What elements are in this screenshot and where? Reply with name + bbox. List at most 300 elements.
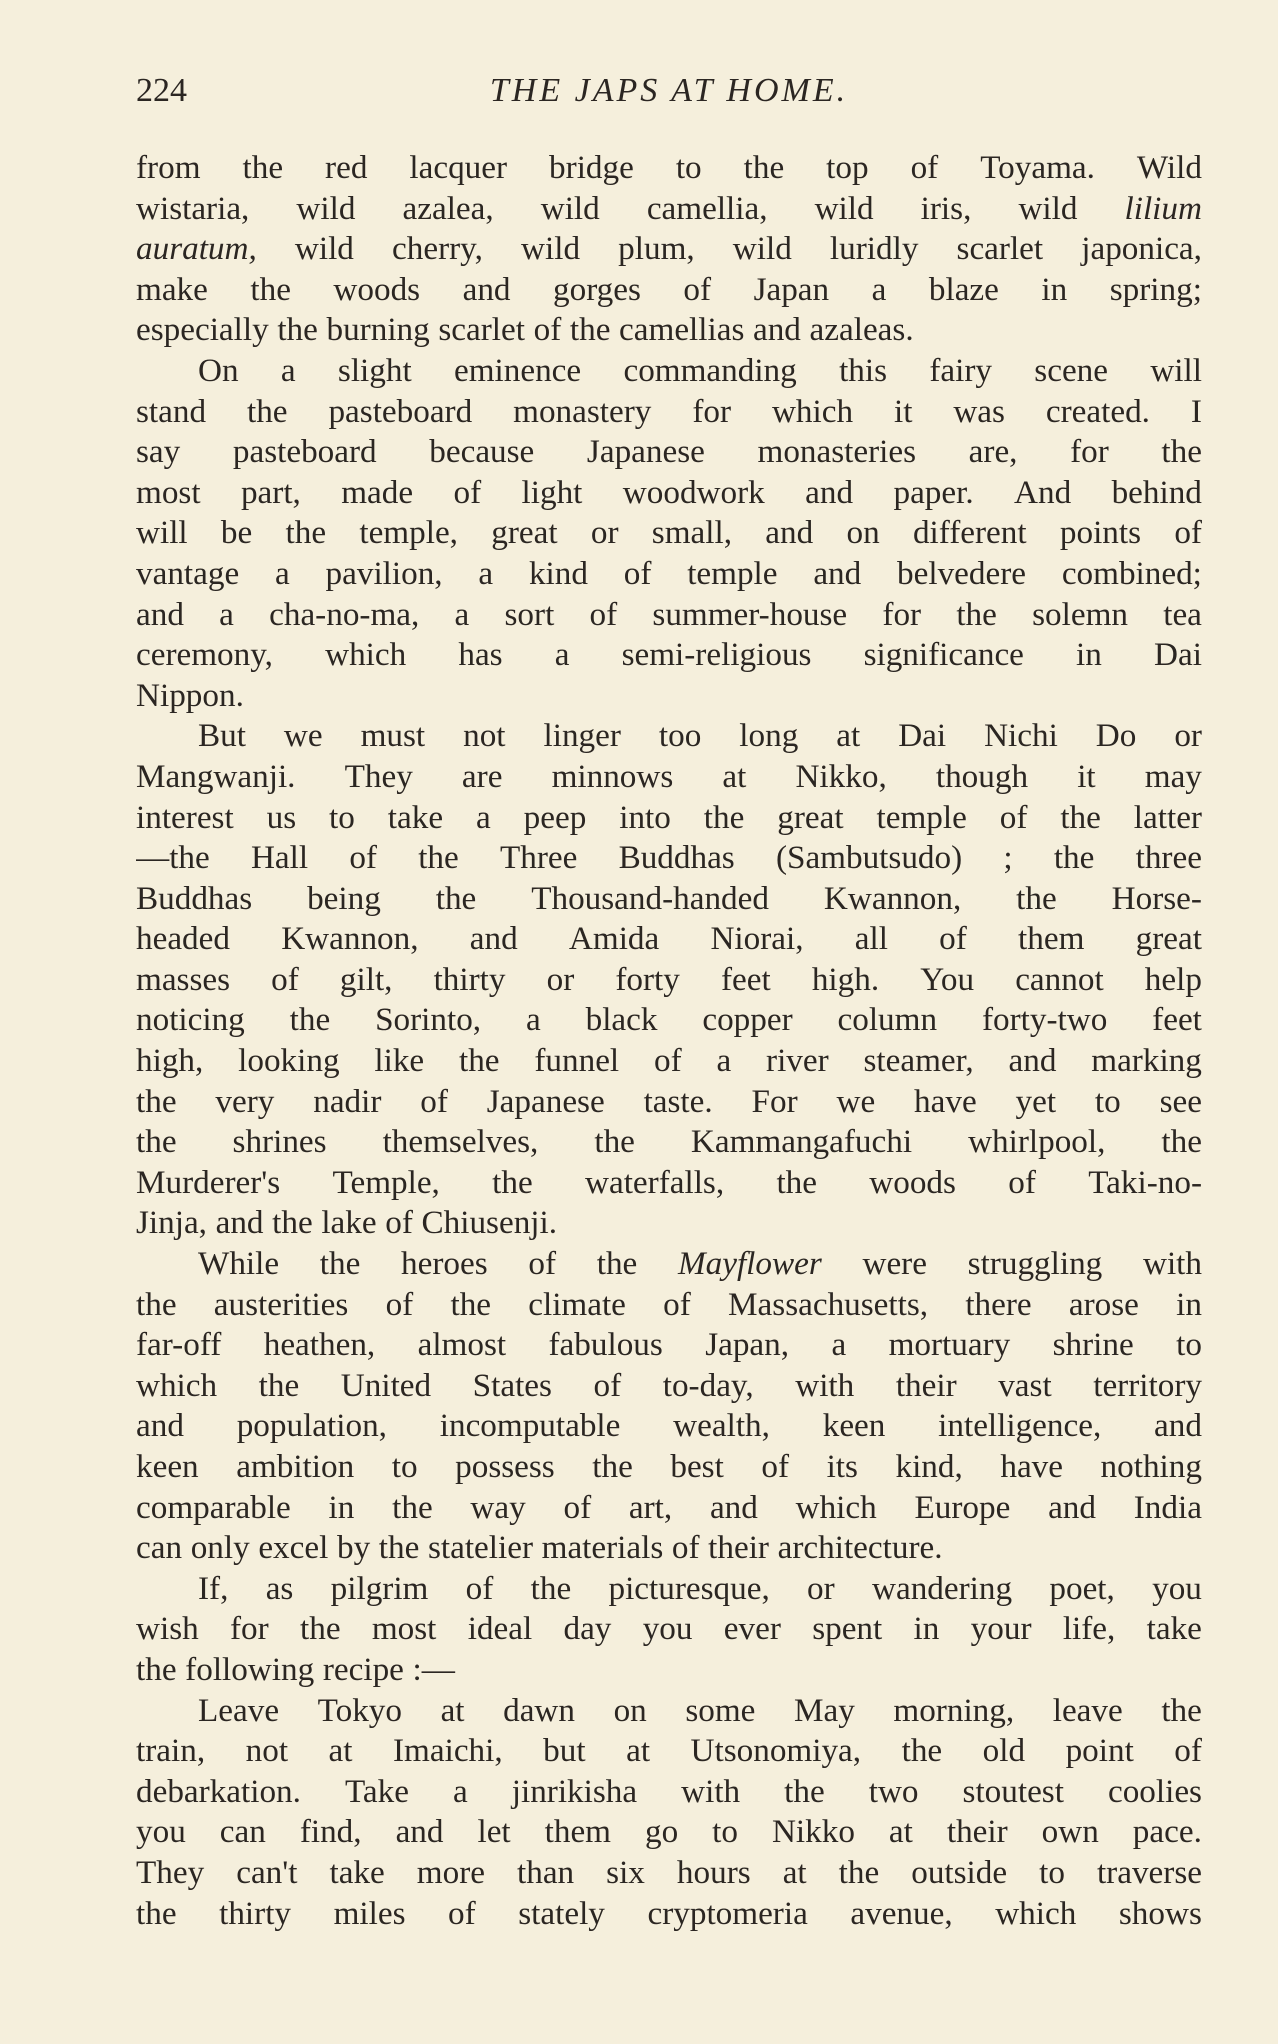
word: in	[328, 1488, 355, 1526]
word: scarlet	[438, 311, 525, 349]
word: the	[435, 879, 477, 917]
word: the	[784, 1772, 825, 1810]
word: headed	[136, 920, 230, 958]
word: the	[594, 1123, 635, 1161]
word: marking	[1091, 1042, 1202, 1080]
word: Japan	[753, 270, 830, 308]
text-line	[136, 473, 1202, 514]
word: point	[1065, 1732, 1134, 1770]
word: with	[795, 1366, 855, 1404]
word: your	[970, 1610, 1032, 1648]
word: woods	[333, 270, 421, 308]
word: make	[136, 270, 208, 308]
word: into	[619, 798, 671, 836]
word: linger	[543, 717, 621, 755]
text-line	[136, 879, 1202, 920]
word: and	[136, 595, 184, 633]
word: of	[385, 1204, 413, 1242]
word: cannot	[1015, 960, 1104, 998]
word: wild	[296, 189, 356, 227]
text-line	[136, 1406, 1202, 1447]
word: Niorai,	[710, 920, 804, 958]
word: traverse	[1096, 1853, 1202, 1891]
word: the	[285, 514, 327, 552]
word: ambition	[236, 1448, 355, 1485]
word: nadir	[313, 1082, 382, 1120]
word: tea	[1163, 595, 1202, 633]
word: and	[1154, 1407, 1202, 1445]
word: a	[831, 1326, 847, 1364]
word: only	[190, 1529, 250, 1567]
word: steamer,	[863, 1042, 974, 1080]
word: for	[882, 595, 922, 633]
word: to	[391, 1448, 418, 1485]
text-line	[136, 1772, 1202, 1813]
word: Wild	[1136, 149, 1202, 186]
word: the	[838, 1853, 880, 1891]
word: of	[528, 1245, 557, 1283]
word: like	[374, 1042, 425, 1080]
word: statelier	[427, 1529, 533, 1567]
word: in	[1076, 636, 1102, 674]
word: Toyama.	[980, 149, 1095, 186]
word: picturesque,	[608, 1569, 770, 1607]
word: Massachusetts,	[728, 1285, 929, 1323]
word: —the	[136, 839, 210, 877]
word: pasteboard	[328, 392, 473, 430]
word: architecture.	[777, 1529, 943, 1567]
word: not	[463, 717, 506, 755]
text-line	[136, 189, 1202, 230]
word: Thousand-handed	[531, 879, 769, 917]
word: them	[1018, 920, 1085, 958]
word: to	[1176, 1326, 1202, 1364]
word: vantage	[136, 554, 240, 592]
word: the	[418, 839, 459, 877]
word: Kwannon,	[823, 879, 962, 917]
text-line	[136, 1122, 1202, 1163]
text-line	[136, 1731, 1202, 1772]
word: dawn	[503, 1691, 575, 1729]
text-line	[136, 1447, 1202, 1488]
word: outside	[911, 1853, 1008, 1891]
word: points	[1059, 514, 1142, 552]
word: which	[325, 636, 407, 674]
word: art,	[628, 1488, 673, 1526]
word: semi-religious	[621, 636, 812, 674]
word: the	[136, 1285, 177, 1323]
word: its	[826, 1448, 858, 1485]
word: the	[1060, 798, 1101, 836]
word: it	[893, 392, 913, 430]
word: black	[585, 1001, 658, 1039]
page-number: 224	[136, 72, 187, 109]
word: arose	[1068, 1285, 1139, 1323]
word: and	[1008, 1042, 1057, 1080]
word: nothing	[1100, 1448, 1202, 1485]
word: ;	[1003, 839, 1013, 877]
word: it	[1077, 757, 1096, 795]
word: of	[939, 920, 967, 958]
word: climate	[528, 1285, 626, 1323]
word: forty-two	[981, 1001, 1108, 1039]
word: woodwork	[622, 473, 765, 511]
word: lacquer	[409, 149, 508, 186]
word: temple	[876, 798, 967, 836]
word: Three	[499, 839, 578, 877]
text-line	[136, 1041, 1202, 1082]
word: Japanese	[486, 1082, 605, 1120]
word: high.	[811, 960, 880, 998]
word: and	[395, 1813, 444, 1851]
text-line	[136, 757, 1202, 798]
word: very	[215, 1082, 275, 1120]
word: at	[782, 1853, 807, 1891]
word: wild	[732, 230, 792, 268]
word: iris,	[920, 189, 972, 227]
word: of	[533, 311, 562, 349]
word: Dai	[1154, 636, 1202, 674]
word: help	[1144, 960, 1202, 998]
word: a	[453, 1772, 468, 1810]
word: On	[198, 351, 239, 389]
word: territory	[1093, 1366, 1202, 1404]
word: let	[477, 1813, 511, 1851]
word: which	[771, 392, 854, 430]
word: ceremony,	[136, 636, 273, 674]
word: shrine	[1052, 1326, 1134, 1364]
running-title: THE JAPS AT HOME.	[489, 72, 849, 109]
word: which	[995, 1894, 1077, 1932]
word: you	[136, 1813, 186, 1851]
word: you	[642, 1610, 693, 1648]
word: keen	[822, 1407, 886, 1445]
word: copper	[702, 1001, 793, 1039]
word: the	[136, 1650, 177, 1688]
word: fairy	[929, 351, 992, 389]
word: Amida	[568, 920, 660, 958]
word: the	[596, 1245, 638, 1283]
word: can	[219, 1813, 266, 1851]
word: the	[289, 1001, 331, 1039]
text-line	[136, 1650, 1202, 1691]
text-line	[136, 513, 1202, 554]
word: you	[1152, 1569, 1202, 1607]
word: different	[912, 514, 1027, 552]
word: cryptomeria	[647, 1894, 808, 1932]
word: best	[670, 1448, 724, 1485]
word: long	[739, 717, 799, 755]
word: Nippon.	[136, 676, 244, 714]
text-line	[136, 960, 1202, 1001]
text-line	[136, 1000, 1202, 1041]
word: Do	[1095, 717, 1137, 755]
word: to	[712, 1813, 738, 1851]
word: six	[606, 1853, 645, 1891]
word: two	[868, 1772, 919, 1810]
word: light	[521, 473, 583, 511]
word: thirty	[433, 960, 506, 998]
word: high,	[136, 1042, 204, 1080]
word: wild	[814, 189, 874, 227]
text-line	[136, 229, 1202, 270]
word: the	[246, 392, 288, 430]
word: leave	[1052, 1691, 1123, 1729]
word: of	[589, 595, 618, 633]
word: the	[1161, 1691, 1202, 1729]
word: the	[530, 1569, 572, 1607]
text-line	[136, 1528, 1202, 1569]
word: say	[136, 433, 181, 471]
word: though	[935, 757, 1029, 795]
word: auratum,	[136, 230, 257, 268]
word: some	[685, 1691, 756, 1729]
word: Japan,	[705, 1326, 790, 1364]
word: of	[683, 270, 712, 308]
word: You	[920, 960, 975, 998]
word: Buddhas	[618, 839, 735, 877]
word: Japanese	[586, 433, 705, 471]
word: following	[185, 1650, 315, 1688]
word: being	[307, 879, 381, 917]
word: by	[336, 1529, 371, 1567]
word: recipe	[322, 1650, 404, 1688]
word: the	[250, 270, 291, 308]
word: blaze	[928, 270, 999, 308]
word: a	[716, 1042, 732, 1080]
word: which	[136, 1366, 218, 1404]
word: States	[472, 1366, 552, 1404]
word: bridge	[549, 149, 634, 186]
word: in	[913, 1610, 940, 1648]
word: of	[271, 960, 299, 998]
word: because	[429, 433, 535, 471]
word: too	[658, 717, 702, 755]
word: And	[1014, 473, 1072, 511]
word: were	[862, 1245, 927, 1283]
word: combined;	[1061, 554, 1202, 592]
word: Hall	[250, 839, 309, 877]
word: to	[1039, 1853, 1065, 1891]
word: waterfalls,	[585, 1163, 725, 1201]
text-line	[136, 1853, 1202, 1894]
word: India	[1133, 1488, 1202, 1526]
word: monastery	[513, 392, 652, 430]
word: themselves,	[382, 1123, 539, 1161]
word: kind	[528, 554, 588, 592]
word: peep	[523, 798, 587, 836]
word: avenue,	[850, 1894, 953, 1932]
word: azaleas.	[809, 311, 914, 349]
word: of	[453, 473, 482, 511]
word: to-day,	[662, 1366, 754, 1404]
word: the	[956, 595, 997, 633]
word: pilgrim	[330, 1569, 429, 1607]
word: can't	[236, 1853, 298, 1891]
word: to	[675, 149, 702, 186]
word: the	[1016, 879, 1057, 917]
word: of	[653, 1042, 682, 1080]
word: of	[465, 1569, 494, 1607]
word: the	[136, 1894, 177, 1932]
word: own	[1041, 1813, 1099, 1851]
word: we	[836, 1082, 876, 1120]
word: Sorinto,	[375, 1001, 482, 1039]
word: the	[258, 1366, 300, 1404]
word: noticing	[136, 1001, 245, 1039]
word: created.	[1045, 392, 1150, 430]
word: mortuary	[888, 1326, 1011, 1364]
word: have	[914, 1082, 977, 1120]
word: the	[776, 1163, 817, 1201]
word: spent	[812, 1610, 883, 1648]
word: wild	[1018, 189, 1078, 227]
word: belvedere	[897, 554, 1027, 592]
word: Europe	[914, 1488, 1011, 1526]
word: keen	[136, 1448, 199, 1485]
word: incomputable	[439, 1407, 621, 1445]
word: the	[272, 1204, 313, 1242]
word: Kwannon,	[281, 920, 419, 958]
word: pace.	[1132, 1813, 1202, 1851]
word: way	[470, 1488, 526, 1526]
word: Jinja,	[136, 1204, 207, 1242]
word: If,	[198, 1569, 229, 1607]
word: eminence	[454, 351, 582, 389]
word: luridly	[829, 230, 919, 268]
word: monasteries	[757, 433, 917, 471]
word: from	[136, 149, 201, 186]
word: woods	[869, 1163, 956, 1201]
word: the	[136, 1082, 177, 1120]
word: us	[266, 798, 297, 836]
word: with	[681, 1772, 741, 1810]
word: possess	[455, 1448, 555, 1485]
word: than	[517, 1853, 575, 1891]
word: are	[461, 757, 503, 795]
word: the	[569, 311, 611, 349]
word: vast	[998, 1366, 1052, 1404]
word: plum,	[618, 230, 695, 268]
word: and	[1048, 1488, 1096, 1526]
word: (Sambutsudo)	[775, 839, 963, 877]
text-line	[136, 554, 1202, 595]
word: Murderer's	[136, 1163, 281, 1201]
word: commanding	[623, 351, 797, 389]
word: the	[1161, 1123, 1202, 1161]
word: comparable	[136, 1488, 291, 1526]
word: part,	[240, 473, 301, 511]
word: of	[349, 839, 377, 877]
word: a	[554, 636, 570, 674]
word: summer-house	[652, 595, 848, 633]
word: taste.	[643, 1082, 713, 1120]
text-line	[136, 1203, 1202, 1244]
word: which	[795, 1488, 877, 1526]
word: Taki-no-	[1088, 1163, 1202, 1201]
word: especially	[136, 311, 269, 349]
text-line	[136, 1609, 1202, 1650]
word: there	[965, 1285, 1032, 1323]
word: funnel	[534, 1042, 620, 1080]
word: the	[392, 1488, 433, 1526]
text-line	[136, 595, 1202, 636]
word: wealth,	[673, 1407, 770, 1445]
word: of	[563, 1488, 592, 1526]
word: behind	[1111, 473, 1202, 511]
word: Mangwanji.	[136, 757, 296, 795]
word: most	[136, 473, 201, 511]
word: or	[590, 514, 619, 552]
word: of	[385, 1285, 414, 1323]
word: may	[1144, 757, 1202, 795]
word: at	[626, 1732, 651, 1770]
word: Utsonomiya,	[690, 1732, 862, 1770]
word: and	[462, 270, 511, 308]
body-text	[136, 148, 1202, 1934]
word: stately	[518, 1894, 605, 1932]
text-line	[136, 1691, 1202, 1732]
word: kind,	[895, 1448, 963, 1485]
word: far-off	[136, 1326, 222, 1364]
word: the	[1161, 433, 1202, 471]
word: gilt,	[339, 960, 393, 998]
word: They	[136, 1853, 205, 1891]
word: or	[1174, 717, 1202, 755]
word: not	[245, 1732, 289, 1770]
word: and	[215, 1204, 264, 1242]
text-line	[136, 1285, 1202, 1326]
word: a	[275, 554, 290, 592]
word: struggling	[967, 1245, 1103, 1283]
word: train,	[136, 1732, 206, 1770]
word: to	[1094, 1082, 1121, 1120]
word: for	[230, 1610, 269, 1648]
word: their	[946, 1813, 1008, 1851]
text-line	[136, 1366, 1202, 1407]
word: or	[546, 960, 575, 998]
word: has	[458, 636, 503, 674]
word: excel	[258, 1529, 329, 1567]
word: at	[888, 1813, 913, 1851]
word: will	[1150, 351, 1202, 389]
word: the	[703, 798, 745, 836]
word: of	[1174, 514, 1202, 552]
word: at	[328, 1732, 353, 1770]
word: coolies	[1107, 1772, 1202, 1810]
word: we	[283, 717, 323, 755]
word: take	[1146, 1610, 1202, 1648]
word: but	[543, 1732, 586, 1770]
word: them	[544, 1813, 611, 1851]
word: of	[1174, 1732, 1202, 1770]
word: at	[440, 1691, 465, 1729]
word: on	[846, 514, 880, 552]
word: But	[198, 717, 246, 755]
word: of	[593, 1366, 622, 1404]
word: of	[448, 1894, 476, 1932]
word: heroes	[401, 1245, 488, 1283]
word: scene	[1034, 351, 1108, 389]
word: the	[450, 1285, 492, 1323]
word: this	[839, 351, 888, 389]
word: For	[751, 1082, 798, 1120]
word: their	[708, 1529, 769, 1567]
word: japonica,	[1081, 230, 1202, 268]
word: ideal	[467, 1610, 533, 1648]
word: old	[982, 1732, 1026, 1770]
text-line	[136, 716, 1202, 757]
